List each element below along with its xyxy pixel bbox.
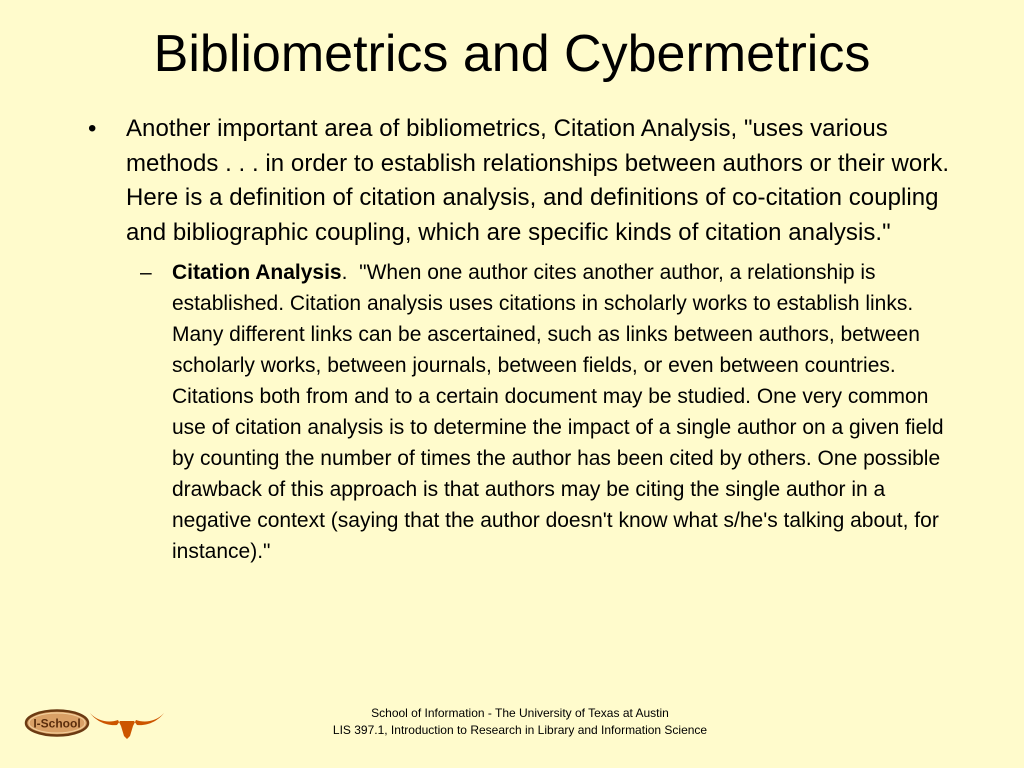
footer: [280, 705, 760, 739]
slide-title: Bibliometrics and Cybermetrics: [153, 25, 871, 83]
bullet-list: [88, 112, 958, 567]
sub-bullet-term: Citation Analysis: [172, 261, 342, 284]
bullet-item: [88, 112, 958, 250]
footer-line-1: School of Information - The University of Texas at Austin: [371, 706, 669, 720]
footer-line-2: LIS 397.1, Introduction to Research in Library and Information Science: [332, 723, 708, 737]
sub-bullet-term-suffix: .: [341, 261, 360, 284]
bullet-text: Another important area of bibliometrics, Citation Analysis, "uses various methods . . . in order to establish relationships between authors or their work. Here is a definition of citation analysis, and definitions of co-citation coupling and bibliographic coupling, which are specific kinds of citation analysis.": [126, 115, 950, 246]
sub-bullet-body: "When one author cites another author, a relationship is established. Citation analysis uses citations in scholarly works to establish links. Many different links can be ascertained, such as links between authors, between scholarly works, between journals, between fields, or even between countries. Citations both from and to a certain document may be studied. One very common use of citation analysis is to determine the impact of a single author on a given field by counting the number of times the author has been cited by others. One possible drawback of this approach is that authors may be citing the single author in a negative context (saying that the author doesn't know what s/he's talking about, for instance).": [172, 261, 944, 563]
ischool-logo: [24, 708, 90, 743]
sub-bullet-marker: –: [140, 261, 152, 284]
sub-bullet-text: [172, 257, 944, 567]
sub-bullet-item: [88, 257, 944, 567]
longhorn-icon: [88, 710, 166, 745]
ischool-logo-text: I-School: [33, 716, 81, 731]
bullet-marker: •: [88, 115, 97, 142]
